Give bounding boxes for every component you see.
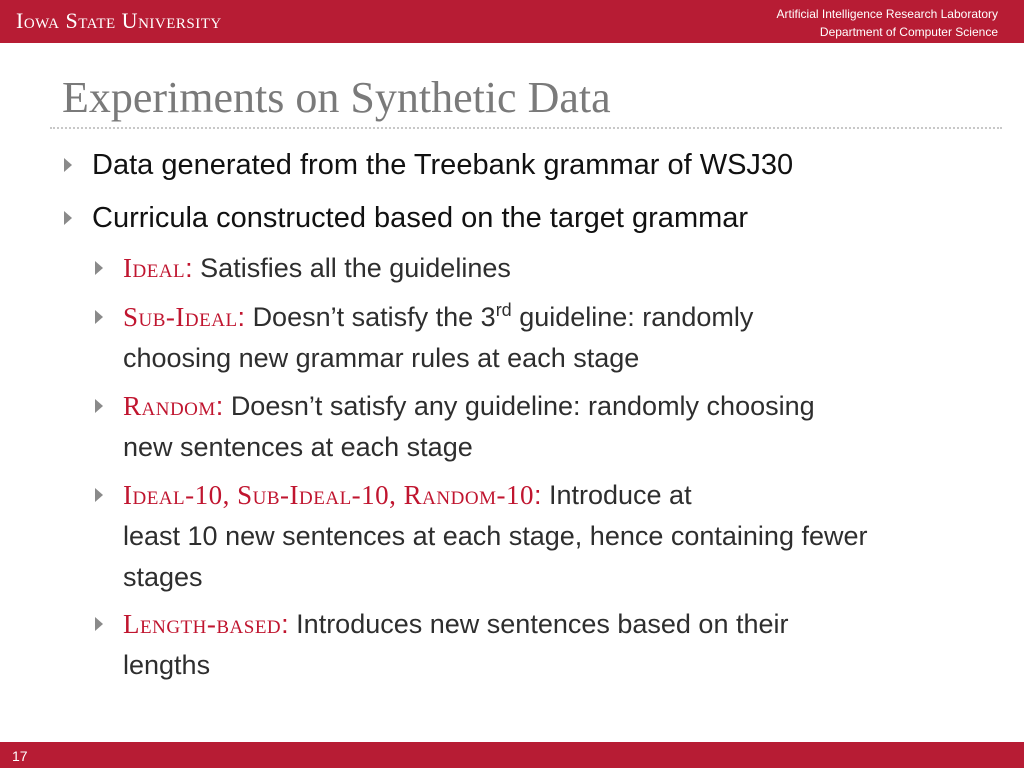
term-description: Doesn’t satisfy any guideline: randomly choosing <box>230 391 815 421</box>
triangle-bullet-icon <box>95 261 103 275</box>
curriculum-term: Length-based <box>123 609 282 639</box>
bullet-text: Curricula constructed based on the target grammar <box>92 202 749 234</box>
term-description-line2: lengths <box>123 650 211 680</box>
curriculum-term: Ideal-10, Sub-Ideal-10, Random-10 <box>123 480 534 510</box>
title-divider <box>50 127 1002 129</box>
lab-info <box>777 5 998 41</box>
lab-name: Artificial Intelligence Research Laboratory <box>776 7 998 21</box>
term-description-line2: choosing new grammar rules at each stage <box>123 343 640 373</box>
page-number: 17 <box>12 748 28 764</box>
department-name: Department of Computer Science <box>819 25 998 39</box>
sub-bullet-text: Ideal: Satisfies all the guidelines <box>123 253 511 283</box>
sub-bullet-text: Ideal-10, Sub-Ideal-10, Random-10: Introduce at least 10 new sentences at each stage, hence containing fewer stages <box>123 480 868 592</box>
header-bar <box>0 0 1024 43</box>
term-description-line2: least 10 new sentences at each stage, hence containing fewer <box>123 521 868 551</box>
curriculum-term: Sub-Ideal <box>123 302 238 332</box>
triangle-bullet-icon <box>95 617 103 631</box>
sub-bullet-text: Length-based: Introduces new sentences based on their lengths <box>123 609 789 680</box>
sub-bullet-text: Sub-Ideal: Doesn’t satisfy the 3rd guideline: randomly choosing new grammar rules at each stage <box>123 300 754 373</box>
term-description: Satisfies all the guidelines <box>200 253 511 283</box>
term-description: Doesn’t satisfy the 3 <box>252 302 496 332</box>
term-description: Introduce at <box>548 480 692 510</box>
ordinal-suffix: rd <box>495 300 512 320</box>
term-description: Introduces new sentences based on their <box>296 609 789 639</box>
curriculum-term: Random <box>123 391 216 421</box>
term-description-line2: new sentences at each stage <box>123 432 473 462</box>
footer-bar <box>0 742 1024 768</box>
sub-bullet-text: Random: Doesn’t satisfy any guideline: randomly choosing new sentences at each stage <box>123 391 815 462</box>
triangle-bullet-icon <box>64 211 72 225</box>
bullet-text: Data generated from the Treebank grammar of WSJ30 <box>92 149 794 181</box>
triangle-bullet-icon <box>95 488 103 502</box>
triangle-bullet-icon <box>64 158 72 172</box>
curriculum-term: Ideal <box>123 253 186 283</box>
slide-title: Experiments on Synthetic Data <box>62 73 611 122</box>
term-description-line3: stages <box>123 562 203 592</box>
triangle-bullet-icon <box>95 399 103 413</box>
term-description-cont: guideline: randomly <box>511 302 754 332</box>
triangle-bullet-icon <box>95 310 103 324</box>
university-logo: Iowa State University <box>16 8 222 33</box>
